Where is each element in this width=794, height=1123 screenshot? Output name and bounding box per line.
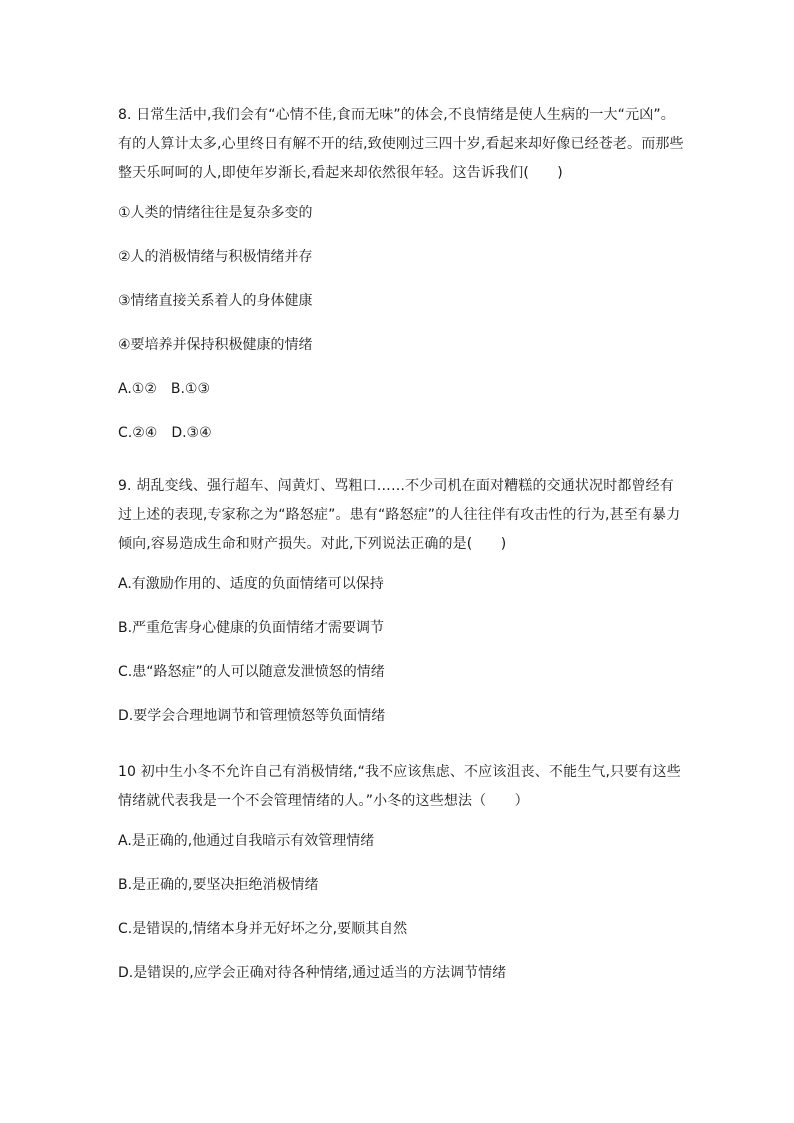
question-8-statement-3: ③情绪直接关系着人的身体健康: [118, 293, 313, 309]
question-8: [118, 101, 688, 443]
question-9-option-c: C.患“路怒症”的人可以随意发泄愤怒的情绪: [118, 664, 385, 680]
question-9-stem: 9. 胡乱变线、强行超车、闯黄灯、骂粗口……不少司机在面对糟糕的交通状况时都曾经有过上述的表现,专家称之为“路怒症”。患有“路怒症”的人往往伴有攻击性的行为,甚至有暴力倾向,容易造成生命和财产损失。对此,下列说法正确的是( ): [118, 478, 681, 552]
question-9-option-d: D.要学会合理地调节和管理愤怒等负面情绪: [118, 708, 386, 724]
question-10: [118, 758, 688, 983]
question-8-statement-4: ④要培养并保持积极健康的情绪: [118, 337, 313, 353]
question-9-option-a: A.有激励作用的、适度的负面情绪可以保持: [118, 576, 384, 592]
question-8-statement-1: ①人类的情绪往往是复杂多变的: [118, 205, 313, 221]
question-list: [118, 101, 688, 983]
question-8-stem: 8. 日常生活中,我们会有“心情不佳,食而无味”的体会,不良情绪是使人生病的一大“元凶”。有的人算计太多,心里终日有解不开的结,致使刚过三四十岁,看起来却好像已经苍老。而那些整天乐呵呵的人,即使年岁渐长,看起来却依然很年轻。这告诉我们( ): [118, 107, 684, 181]
question-10-stem: 10 初中生小冬不允许自己有消极情绪,“我不应该焦虑、不应该沮丧、不能生气,只要有这些情绪就代表我是一个不会管理情绪的人。”小冬的这些想法（ ）: [118, 764, 681, 809]
question-10-option-d: D.是错误的,应学会正确对待各种情绪,通过适当的方法调节情绪: [118, 965, 507, 981]
question-10-option-a: A.是正确的,他通过自我暗示有效管理情绪: [118, 833, 375, 849]
question-10-option-b: B.是正确的,要坚决拒绝消极情绪: [118, 877, 319, 893]
question-9: [118, 472, 688, 726]
question-10-option-c: C.是错误的,情绪本身并无好坏之分,要顺其自然: [118, 921, 408, 937]
question-8-choices-a-b: A.①② B.①③: [118, 381, 211, 397]
question-8-statement-2: ②人的消极情绪与积极情绪并存: [118, 249, 313, 265]
question-9-option-b: B.严重危害身心健康的负面情绪才需要调节: [118, 620, 385, 636]
question-8-choices-c-d: C.②④ D.③④: [118, 425, 212, 441]
